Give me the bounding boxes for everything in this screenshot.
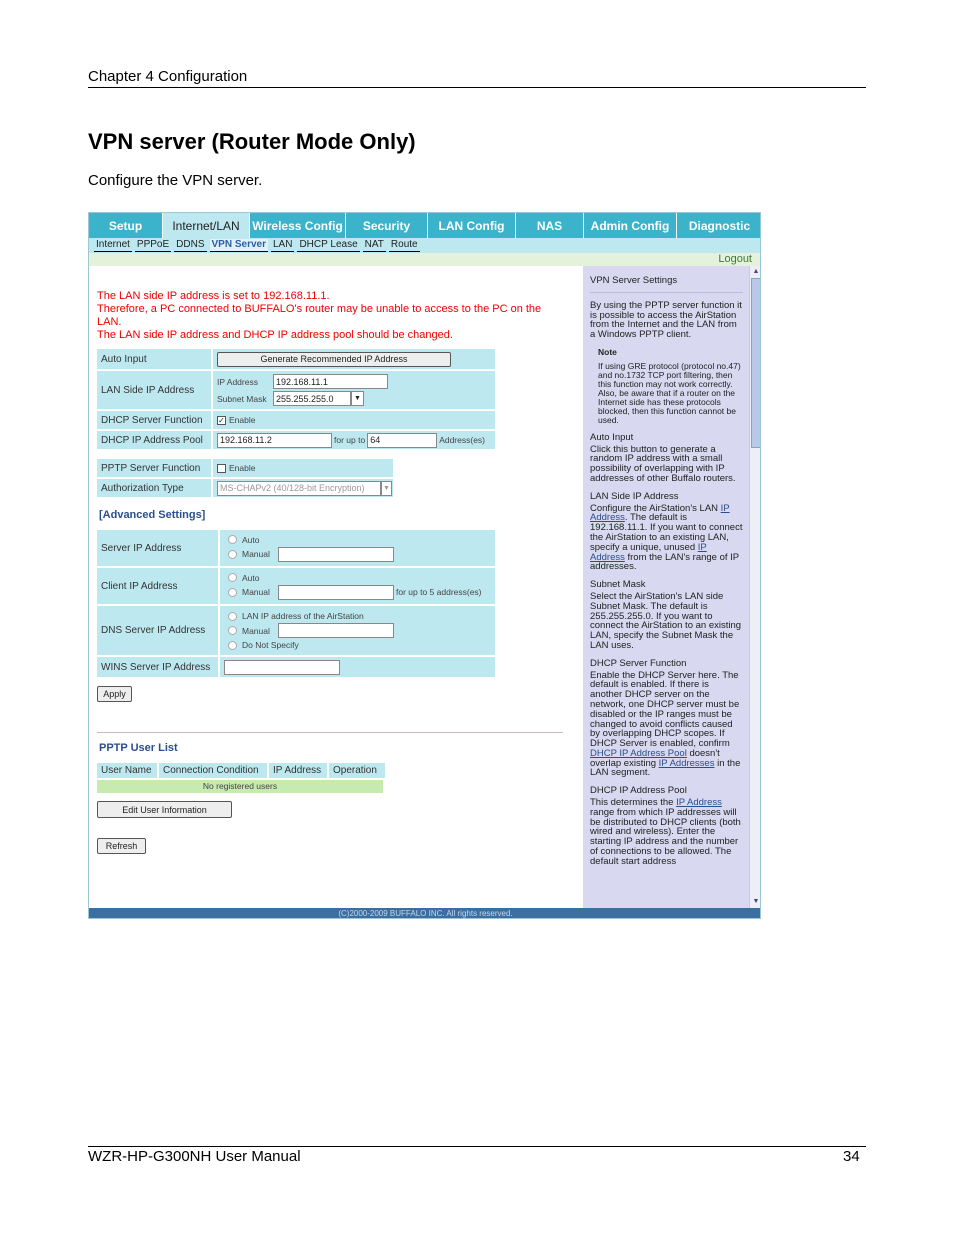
client-ip-row [97,568,495,604]
help-scrollbar[interactable] [749,266,761,908]
footer-manual-name: WZR-HP-G300NH User Manual [88,1148,301,1165]
client-ip-label: Client IP Address [97,568,218,604]
main-tabs [89,213,761,238]
client-ip-auto-radio[interactable] [228,573,237,582]
pptp-function-row [97,459,393,477]
dns-none-radio[interactable] [228,641,237,650]
copyright-bar: (C)2000-2009 BUFFALO INC. All rights reserved. [89,908,761,919]
settings-panel [89,266,583,908]
server-ip-label: Server IP Address [97,530,218,566]
pptp-enable-checkbox[interactable] [217,464,226,473]
help-heading: VPN Server Settings [590,275,678,286]
section-divider [97,732,563,733]
pptp-function-label: PPTP Server Function [97,459,211,477]
tab-wireless-config[interactable]: Wireless Config [250,213,346,238]
edit-user-button[interactable]: Edit User Information [97,801,232,818]
footer-rule [88,1146,866,1147]
pptp-user-list-title: PPTP User List [99,742,178,754]
dhcp-pool-start-input[interactable]: 192.168.11.2 [217,433,332,448]
dns-none-label: Do Not Specify [242,640,299,650]
wins-ip-input[interactable] [224,660,340,675]
dns-manual-radio[interactable] [228,626,237,635]
dhcp-pool-row [97,431,495,449]
help-link[interactable]: IP Address [590,502,730,524]
auth-type-row [97,479,393,497]
addresses-label: Address(es) [439,435,486,445]
warning-line-3: The LAN side IP address and DHCP IP address pool should be changed. [97,329,453,341]
help-link[interactable]: IP Address [590,541,707,563]
help-link[interactable]: IP Addresses [658,757,715,769]
auth-type-select[interactable]: MS-CHAPv2 (40/128-bit Encryption) [217,481,381,496]
tab-internet-lan[interactable]: Internet/LAN [163,213,250,238]
client-upto-label: for up to 5 address(es) [396,587,482,597]
dns-lan-radio[interactable] [228,612,237,621]
wins-row [97,657,495,677]
server-ip-input[interactable] [278,547,394,562]
logout-bar [89,253,761,266]
router-screenshot [88,212,761,919]
no-users-row: No registered users [97,780,383,793]
help-dhcp-title: DHCP Server Function [590,657,687,669]
help-pool-text: This determines the IP Address range from which IP addresses will be distributed to DHCP clients (both wired and wireless). Enter the starting IP address and the number of connections to be allowed. The default start address [590,797,741,867]
col-user-name: User Name [97,763,157,778]
help-lan-text: Configure the AirStation's LAN IP Address. The default is 192.168.11.1. If you want to connect the AirStation to an existing LAN, specify a unique, unused IP Address from the LAN's range of IP addresses. [590,502,743,573]
tab-admin-config[interactable]: Admin Config [584,213,677,238]
dns-manual-label: Manual [242,625,270,636]
help-panel [583,266,749,908]
col-connection-condition: Connection Condition [159,763,267,778]
page-title: VPN server (Router Mode Only) [88,129,416,154]
client-ip-manual-radio[interactable] [228,588,237,597]
subtab-route[interactable]: Route [390,239,418,250]
help-lan-title: LAN Side IP Address [590,490,679,502]
advanced-settings-heading: [Advanced Settings] [99,509,206,521]
scrollbar-thumb[interactable] [751,278,761,448]
apply-button[interactable]: Apply [97,686,132,702]
help-intro: By using the PPTP server function it is possible to access the AirStation from the Internet and the LAN from a Windows PPTP client. [590,299,742,341]
help-link[interactable]: IP Address [676,797,722,809]
server-ip-manual-radio[interactable] [228,550,237,559]
help-subnet-title: Subnet Mask [590,579,646,591]
lan-ip-label: LAN Side IP Address [97,371,211,409]
logout-link[interactable]: Logout [718,253,752,265]
tab-lan-config[interactable]: LAN Config [428,213,516,238]
chapter-header: Chapter 4 Configuration [88,68,248,85]
warning-line-2: Therefore, a PC connected to BUFFALO's router may be unable to access to the PC on the LAN. [97,303,542,328]
subtab-vpn-server[interactable]: VPN Server [211,239,266,250]
auth-type-label: Authorization Type [97,479,211,497]
col-ip-address: IP Address [269,763,327,778]
dns-ip-input[interactable] [278,623,394,638]
auth-dropdown-icon[interactable]: ▼ [381,481,392,496]
generate-ip-button[interactable]: Generate Recommended IP Address [217,352,451,367]
tab-setup[interactable]: Setup [89,213,163,238]
lan-warning [97,290,567,342]
dhcp-pool-count-input[interactable]: 64 [367,433,437,448]
wins-label: WINS Server IP Address [97,657,218,677]
client-ip-manual-label: Manual [242,587,270,597]
dhcp-enable-checkbox[interactable]: ✓ [218,415,225,425]
ip-address-input[interactable]: 192.168.11.1 [273,374,388,389]
tab-diagnostic[interactable]: Diagnostic [677,213,761,238]
header-rule [88,87,866,88]
dhcp-function-row [97,411,495,429]
subtab-lan[interactable]: LAN [273,239,293,250]
page-number: 34 [843,1148,860,1165]
col-operation: Operation [329,763,385,778]
ip-address-label: IP Address [217,376,258,387]
subnet-mask-label: Subnet Mask [217,393,267,404]
server-ip-manual-label: Manual [242,549,270,559]
server-ip-auto-label: Auto [242,534,260,545]
subtab-nat[interactable]: NAT [364,239,384,250]
intro-text: Configure the VPN server. [88,172,263,189]
pptp-enable-label: Enable [229,463,256,473]
subtab-pppoe[interactable]: PPPoE [136,239,170,250]
auto-input-row [97,349,495,369]
refresh-button[interactable]: Refresh [97,838,146,854]
tab-security[interactable]: Security [346,213,428,238]
help-auto-title: Auto Input [590,431,634,443]
help-dhcp-text: Enable the DHCP Server here. The default is enabled. If there is another DHCP server on the network, one DHCP server must be disabled or the IP ranges must be changed to avoid conflicts caused by overlapping DHCP scopes. If DHCP Server is enabled, confirm DHCP IP Address Pool doesn't overlap existing IP Addresses in the LAN segment. [590,669,741,779]
lan-ip-row [97,371,495,409]
dns-lan-label: LAN IP address of the AirStation [242,611,364,621]
help-pool-title: DHCP IP Address Pool [590,785,687,797]
warning-line-1: The LAN side IP address is set to 192.168.11.1. [97,290,330,302]
help-link[interactable]: DHCP IP Address Pool [590,747,687,759]
server-ip-row [97,530,495,566]
client-ip-auto-label: Auto [242,572,260,583]
help-subnet-text: Select the AirStation's LAN side Subnet Mask. The default is 255.255.255.0. If you want to connect the AirStation to an existing LAN, specify the Subnet Mask the LAN uses. [590,590,742,651]
client-ip-input[interactable] [278,585,394,600]
subtab-internet[interactable]: Internet [96,239,130,250]
dhcp-pool-label: DHCP IP Address Pool [97,431,211,449]
help-auto-text: Click this button to generate a random IP address with a small possibility of overlapping with IP addresses of other Buffalo routers. [590,443,736,484]
help-note-text: If using GRE protocol (protocol no.47) and no.1732 TCP port filtering, then this function may not work correctly. Also, be aware that if a router on the Internet side has these protocols blocked, then this function cannot be used. [598,360,741,425]
dhcp-enable-label: Enable [229,415,256,425]
dhcp-function-label: DHCP Server Function [97,411,211,429]
dns-label: DNS Server IP Address [97,606,218,655]
scroll-down-icon[interactable]: ▼ [752,898,760,905]
help-note-title: Note [598,346,617,357]
scroll-up-icon[interactable]: ▲ [752,268,760,275]
subnet-mask-select[interactable]: 255.255.255.0 [273,391,351,406]
sub-tabs [89,238,761,253]
subtab-dhcp-lease[interactable]: DHCP Lease [299,239,358,250]
server-ip-auto-radio[interactable] [228,535,237,544]
subtab-ddns[interactable]: DDNS [176,239,205,250]
auto-input-label: Auto Input [97,349,211,369]
dns-row [97,606,495,655]
tab-nas[interactable]: NAS [516,213,584,238]
for-up-to-label: for up to [334,435,366,445]
user-list-header [97,763,385,778]
subnet-dropdown-icon[interactable]: ▼ [351,391,364,406]
